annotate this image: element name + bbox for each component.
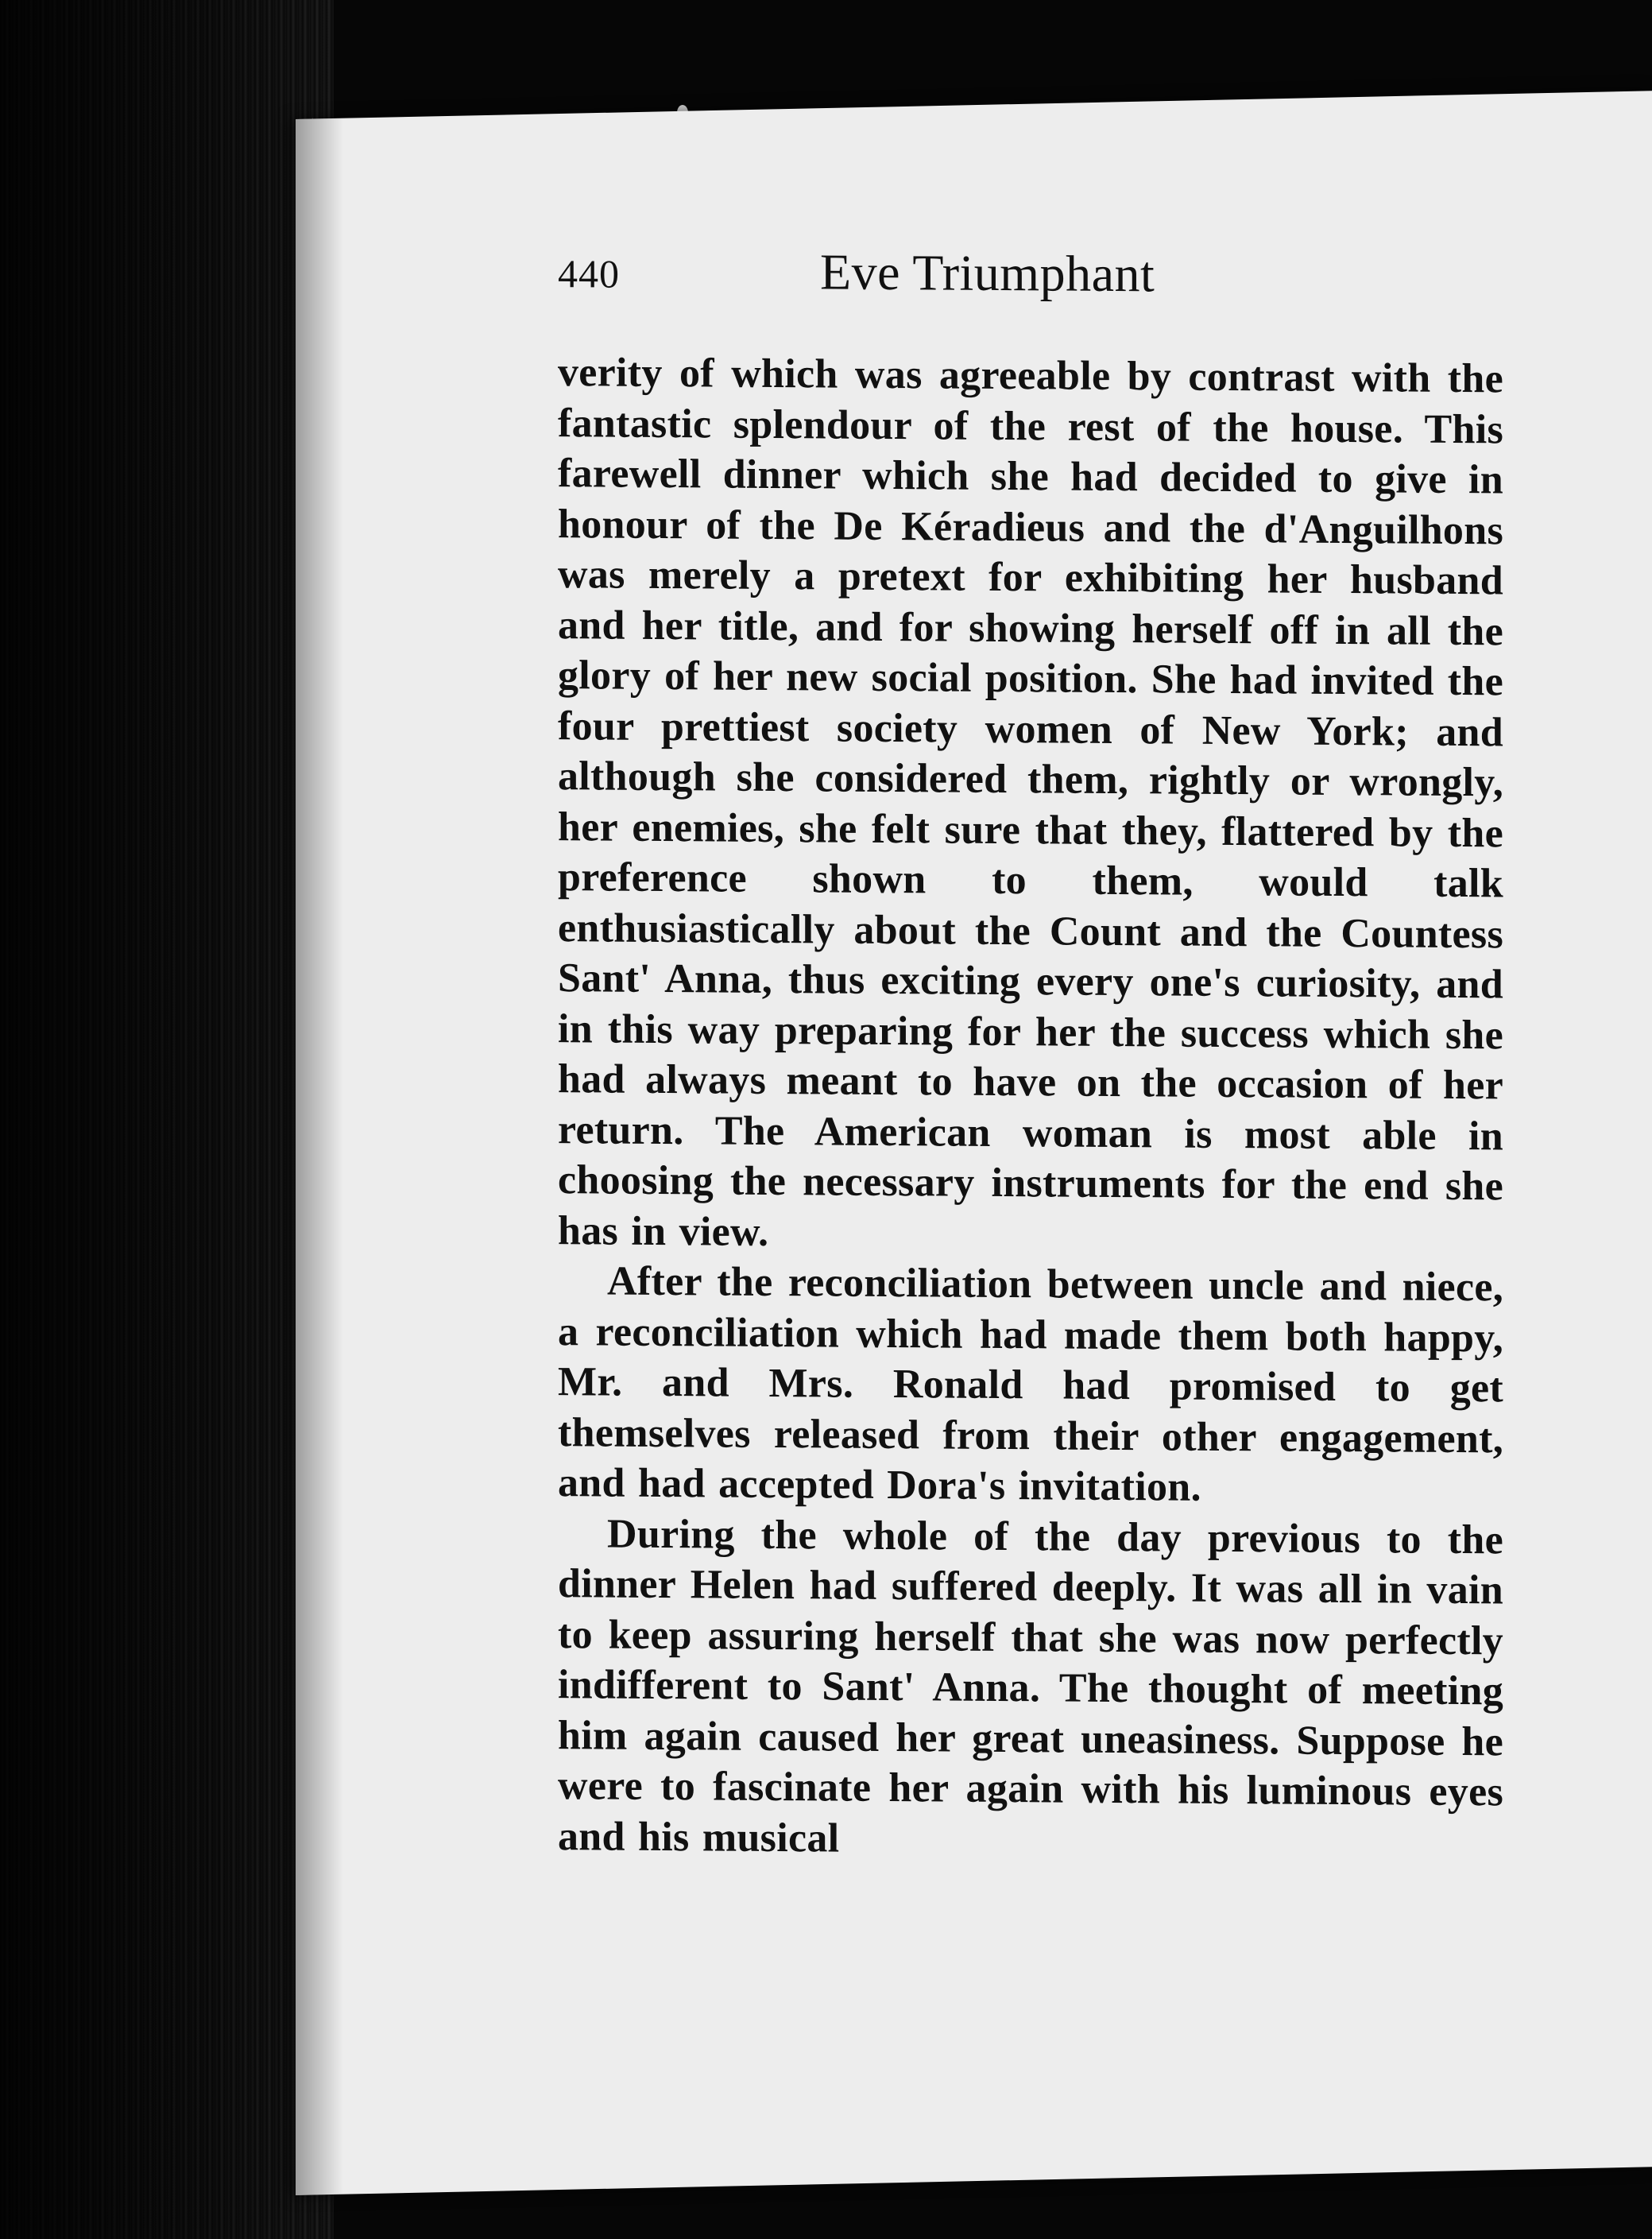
page-number: 440	[558, 251, 620, 296]
running-head	[558, 241, 1511, 319]
body-text	[558, 347, 1503, 1868]
paragraph-3: During the whole of the day previous to the dinner Helen had suffered deeply. It was all in vain to keep assuring herself that she was now perfectly indifferent to Sant' Anna. The thought of meeting him again caused her great uneasiness. Suppose he were to fascinate her again with his luminous eyes and his musical	[558, 1511, 1503, 1861]
running-title: Eve Triumphant	[820, 243, 1155, 303]
gutter-shadow	[296, 118, 343, 2195]
page-content	[558, 241, 1511, 1868]
edge-shadow	[0, 0, 334, 2239]
paragraph-2: After the reconciliation between uncle and niece, a reconciliation which had made them both happy, Mr. and Mrs. Ronald had promised to get themselves released from their other engagement, and had accepted Dora's invitation.	[558, 1258, 1503, 1510]
paragraph-1: verity of which was agreeable by contrast with the fantastic splendour of the rest of the house. This farewell dinner which she had decided to give in honour of the De Kéradieus and the d'Anguilhons was merely a pretext for exhibiting her husband and her title, and for showing herself off in all the glory of her new social position. She had invited the four prettiest society women of New York; and although she considered them, rightly or wrongly, her enemies, she felt sure that they, flattered by the preference shown to them, would talk enthusiastically about the Count and the Countess Sant' Anna, thus exciting every one's curiosity, and in this way preparing for her the success which she had always meant to have on the occasion of her return. The American woman is most able in choosing the necessary instruments for the end she has in view.	[558, 350, 1503, 1255]
printed-page	[296, 91, 1652, 2195]
